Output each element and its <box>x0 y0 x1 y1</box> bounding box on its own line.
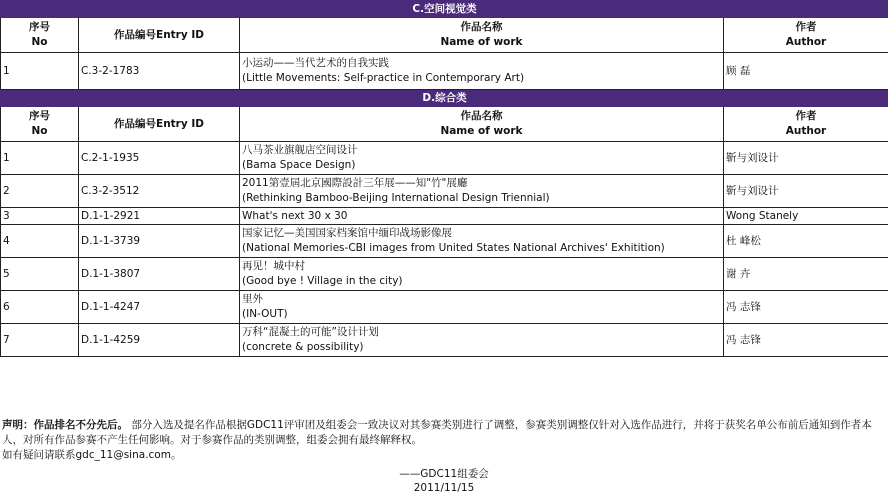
row-no: 1 <box>1 53 79 90</box>
header-name-en: Name of work <box>440 36 523 48</box>
row-work-name <box>240 324 724 357</box>
row-no: 4 <box>1 225 79 258</box>
header-name-en: Name of work <box>440 125 523 137</box>
work-name-en: (Rethinking Bamboo-Beijing International Design Triennial) <box>242 192 550 204</box>
row-entry-id: D.1-1-4259 <box>79 324 240 357</box>
header-no-cn: 序号 <box>29 110 50 122</box>
table-row <box>1 225 888 258</box>
header-author-en: Author <box>785 125 827 137</box>
header-author-en: Author <box>785 36 827 48</box>
work-name-en: (Little Movements: Self-practice in Contemporary Art) <box>242 72 525 84</box>
row-work-name <box>240 175 724 208</box>
section-title-row <box>1 1 888 18</box>
work-name-cn: 小运动——当代艺术的自我实践 <box>242 57 389 69</box>
row-author: 谢 卉 <box>724 258 888 291</box>
header-author <box>724 18 888 53</box>
table-row <box>1 258 888 291</box>
row-work-name <box>240 208 724 225</box>
section-title-row <box>1 90 888 107</box>
work-name-en: (IN-OUT) <box>242 308 288 320</box>
row-author: Wong Stanely <box>724 208 888 225</box>
header-name-cn: 作品名称 <box>460 110 503 122</box>
work-name-cn: 2011第壹屆北京國際設計三年展——知"竹"展廳 <box>242 177 468 189</box>
work-name-cn: What's next 30 x 30 <box>242 209 348 222</box>
work-name-en: (National Memories-CBI images from United States National Archives' Exhitition) <box>242 242 665 254</box>
row-work-name <box>240 225 724 258</box>
section-title: D.综合类 <box>1 90 888 107</box>
header-row <box>1 18 888 53</box>
work-name-en: (Bama Space Design) <box>242 159 356 171</box>
row-entry-id: D.1-1-3807 <box>79 258 240 291</box>
header-author-cn: 作者 <box>795 21 817 33</box>
header-name <box>240 18 724 53</box>
row-entry-id: D.1-1-2921 <box>79 208 240 225</box>
row-no: 2 <box>1 175 79 208</box>
table-row <box>1 142 888 175</box>
header-name <box>240 107 724 142</box>
row-no: 5 <box>1 258 79 291</box>
disclaimer-note <box>2 418 886 463</box>
disclaimer-text: 部分入选及提名作品根据GDC11评审团及组委会一致决议对其参赛类别进行了调整，参赛类别调整仅针对入选作品进行，并将于获奖名单公布前后通知到作者本人，对所有作品参赛不产生任何影响。对于参赛作品的类别调整，组委会拥有最终解释权。 <box>2 419 872 446</box>
work-name-cn: 国家记忆—美国国家档案馆中缅印战场影像展 <box>242 227 452 239</box>
row-author: 靳与刘设计 <box>724 175 888 208</box>
table-row <box>1 175 888 208</box>
row-no: 6 <box>1 291 79 324</box>
table-row <box>1 53 888 90</box>
header-row <box>1 107 888 142</box>
row-author: 冯 志锋 <box>724 291 888 324</box>
work-name-en: (concrete & possibility) <box>242 341 364 353</box>
row-entry-id: C.3-2-1783 <box>79 53 240 90</box>
row-entry-id: C.3-2-3512 <box>79 175 240 208</box>
row-author: 冯 志锋 <box>724 324 888 357</box>
row-no: 3 <box>1 208 79 225</box>
row-author: 靳与刘设计 <box>724 142 888 175</box>
row-work-name <box>240 291 724 324</box>
row-work-name <box>240 142 724 175</box>
header-no <box>1 107 79 142</box>
table-row <box>1 324 888 357</box>
work-name-cn: 再见！城中村 <box>242 260 305 272</box>
row-work-name <box>240 53 724 90</box>
row-work-name <box>240 258 724 291</box>
section-title: C.空间视觉类 <box>1 1 888 18</box>
row-entry-id: D.1-1-3739 <box>79 225 240 258</box>
work-name-cn: 万科“混凝土的可能”设计计划 <box>242 326 379 338</box>
row-entry-id: D.1-1-4247 <box>79 291 240 324</box>
work-name-cn: 八马茶业旗舰店空间设计 <box>242 144 358 156</box>
contact-line: 如有疑问请联系gdc_11@sina.com。 <box>2 449 182 461</box>
header-entry-id: 作品编号Entry ID <box>79 18 240 53</box>
disclaimer-label: 声明：作品排名不分先后。 <box>2 419 128 431</box>
row-no: 7 <box>1 324 79 357</box>
header-no-en: No <box>31 36 48 48</box>
header-no <box>1 18 79 53</box>
row-author: 杜 峰松 <box>724 225 888 258</box>
row-no: 1 <box>1 142 79 175</box>
header-no-en: No <box>31 125 48 137</box>
header-author <box>724 107 888 142</box>
table-row <box>1 291 888 324</box>
work-name-en: (Good bye ! Village in the city) <box>242 275 403 287</box>
signature-date: 2011/11/15 <box>413 482 475 494</box>
header-entry-id: 作品编号Entry ID <box>79 107 240 142</box>
table-row <box>1 208 888 225</box>
signature-org: ——GDC11组委会 <box>399 468 489 480</box>
row-entry-id: C.2-1-1935 <box>79 142 240 175</box>
work-name-cn: 里外 <box>242 293 263 305</box>
row-author: 顾 磊 <box>724 53 888 90</box>
header-name-cn: 作品名称 <box>460 21 503 33</box>
header-author-cn: 作者 <box>795 110 817 122</box>
header-no-cn: 序号 <box>29 21 50 33</box>
